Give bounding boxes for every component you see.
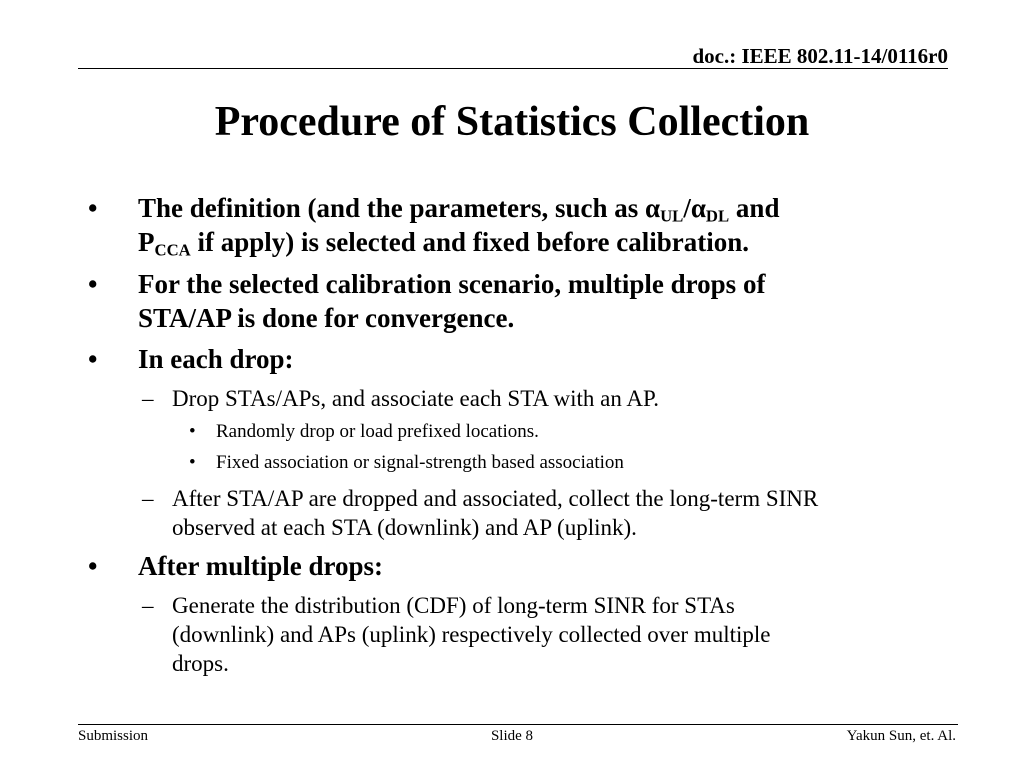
sub-bullet-text: Fixed association or signal-strength based association <box>216 452 624 473</box>
sub-bullet-random-drop <box>189 420 539 444</box>
bullet-marker: • <box>88 193 98 223</box>
dash-text: Drop STAs/APs, and associate each STA with an AP. <box>172 386 659 411</box>
dash-item-generate-cdf-line3 <box>172 649 229 678</box>
dash-text: drops. <box>172 651 229 676</box>
dash-item-generate-cdf-line2 <box>172 620 771 649</box>
bullet-marker: • <box>88 344 98 374</box>
sub-bullet-marker: • <box>189 452 196 473</box>
sub-bullet-marker: • <box>189 421 196 442</box>
dash-text: observed at each STA (downlink) and AP (uplink). <box>172 515 637 540</box>
bullet-scenario-line1 <box>88 268 766 301</box>
bullet-scenario-line2 <box>138 302 514 335</box>
dash-item-generate-cdf-line1 <box>142 591 735 620</box>
footer-submission: Submission <box>78 728 149 744</box>
dash-marker: – <box>142 386 154 411</box>
footer-slide-number: Slide 8 <box>490 728 534 744</box>
dash-text: After STA/AP are dropped and associated, collect the long-term SINR <box>172 486 819 511</box>
dash-text: (downlink) and APs (uplink) respectively collected over multiple <box>172 622 771 647</box>
bullet-text: if apply) is selected and fixed before calibration. <box>190 227 749 257</box>
bullet-text: In each drop: <box>138 344 294 374</box>
dash-item-drop-stas <box>142 384 659 413</box>
bullet-definition-line2 <box>138 226 749 259</box>
bullet-each-drop <box>88 343 294 376</box>
dash-item-collect-sinr-line1 <box>142 484 819 513</box>
bullet-text: /α <box>683 193 706 223</box>
bullet-marker: • <box>88 551 98 581</box>
bullet-definition-line1 <box>88 192 780 226</box>
footer-divider <box>78 724 958 725</box>
bullet-text: The definition (and the parameters, such as α <box>138 193 661 223</box>
subscript-dl: DL <box>705 206 730 226</box>
bullet-text: STA/AP is done for convergence. <box>138 303 515 333</box>
sub-bullet-fixed-association <box>189 451 624 475</box>
footer-author: Yakun Sun, et. Al. <box>846 728 956 744</box>
bullet-marker: • <box>88 269 98 299</box>
dash-text: Generate the distribution (CDF) of long-term SINR for STAs <box>172 593 735 618</box>
bullet-text: After multiple drops: <box>138 551 383 581</box>
header-divider <box>78 68 948 69</box>
bullet-after-drops <box>88 550 383 583</box>
dash-item-collect-sinr-line2 <box>172 513 637 542</box>
subscript-cca: CCA <box>154 240 191 260</box>
bullet-text: For the selected calibration scenario, multiple drops of <box>138 269 766 299</box>
document-id: doc.: IEEE 802.11-14/0116r0 <box>692 44 948 68</box>
bullet-text: P <box>138 227 155 257</box>
bullet-text: and <box>729 193 780 223</box>
slide-title: Procedure of Statistics Collection <box>214 99 810 145</box>
dash-marker: – <box>142 486 154 511</box>
dash-marker: – <box>142 593 154 618</box>
subscript-ul: UL <box>660 206 684 226</box>
sub-bullet-text: Randomly drop or load prefixed locations. <box>216 421 539 442</box>
